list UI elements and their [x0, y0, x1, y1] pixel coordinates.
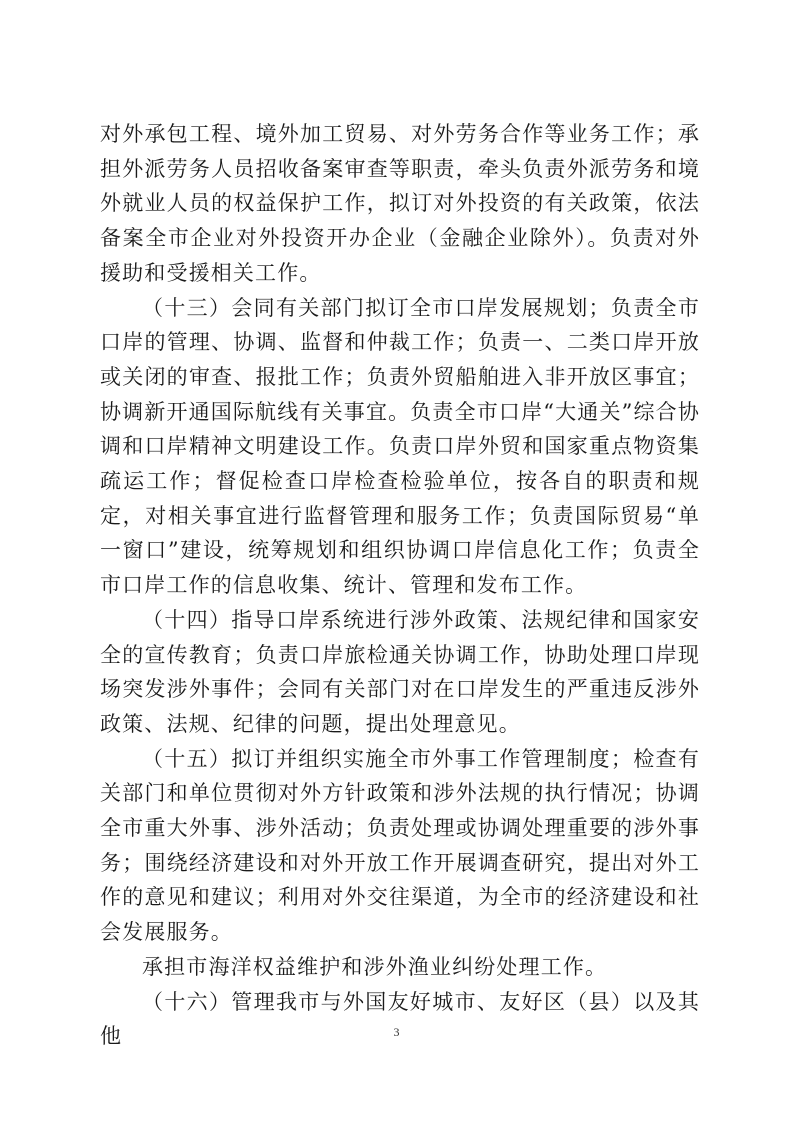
- paragraph-item-13: （十三）会同有关部门拟订全市口岸发展规划；负责全市口岸的管理、协调、监督和仲裁工作；负责一、二类口岸开放或关闭的审查、报批工作；负责外贸船舶进入非开放区事宜；协调新开通国际航线有关事宜。负责全市口岸“大通关”综合协调和口岸精神文明建设工作。负责口岸外贸和国家重点物资集疏运工作；督促检查口岸检查检验单位，按各自的职责和规定，对相关事宜进行监督管理和服务工作；负责国际贸易“单一窗口”建设，统筹规划和组织协调口岸信息化工作；负责全市口岸工作的信息收集、统计、管理和发布工作。: [100, 295, 700, 598]
- paragraph-item-16: （十六）管理我市与外国友好城市、友好区（县）以及其他: [100, 989, 700, 1049]
- paragraph-continuation: 对外承包工程、境外加工贸易、对外劳务合作等业务工作；承担外派劳务人员招收备案审查等职责，牵头负责外派劳务和境外就业人员的权益保护工作，拟订对外投资的有关政策，依法备案全市企业对外投资开办企业（金融企业除外）。负责对外援助和受援相关工作。: [100, 122, 700, 285]
- paragraph-item-14: （十四）指导口岸系统进行涉外政策、法规纪律和国家安全的宣传教育；负责口岸旅检通关协调工作，协助处理口岸现场突发涉外事件；会同有关部门对在口岸发生的严重违反涉外政策、法规、纪律的问题，提出处理意见。: [100, 607, 700, 736]
- paragraph-maritime-rights: 承担市海洋权益维护和涉外渔业纠纷处理工作。: [142, 954, 608, 979]
- page-number: 3: [393, 1025, 400, 1039]
- paragraph-item-15: （十五）拟订并组织实施全市外事工作管理制度；检查有关部门和单位贯彻对外方针政策和涉外法规的执行情况；协调全市重大外事、涉外活动；负责处理或协调处理重要的涉外事务；围绕经济建设和对外开放工作开展调查研究，提出对外工作的意见和建议；利用对外交往渠道，为全市的经济建设和社会发展服务。: [100, 746, 700, 945]
- body-text: [100, 117, 700, 1054]
